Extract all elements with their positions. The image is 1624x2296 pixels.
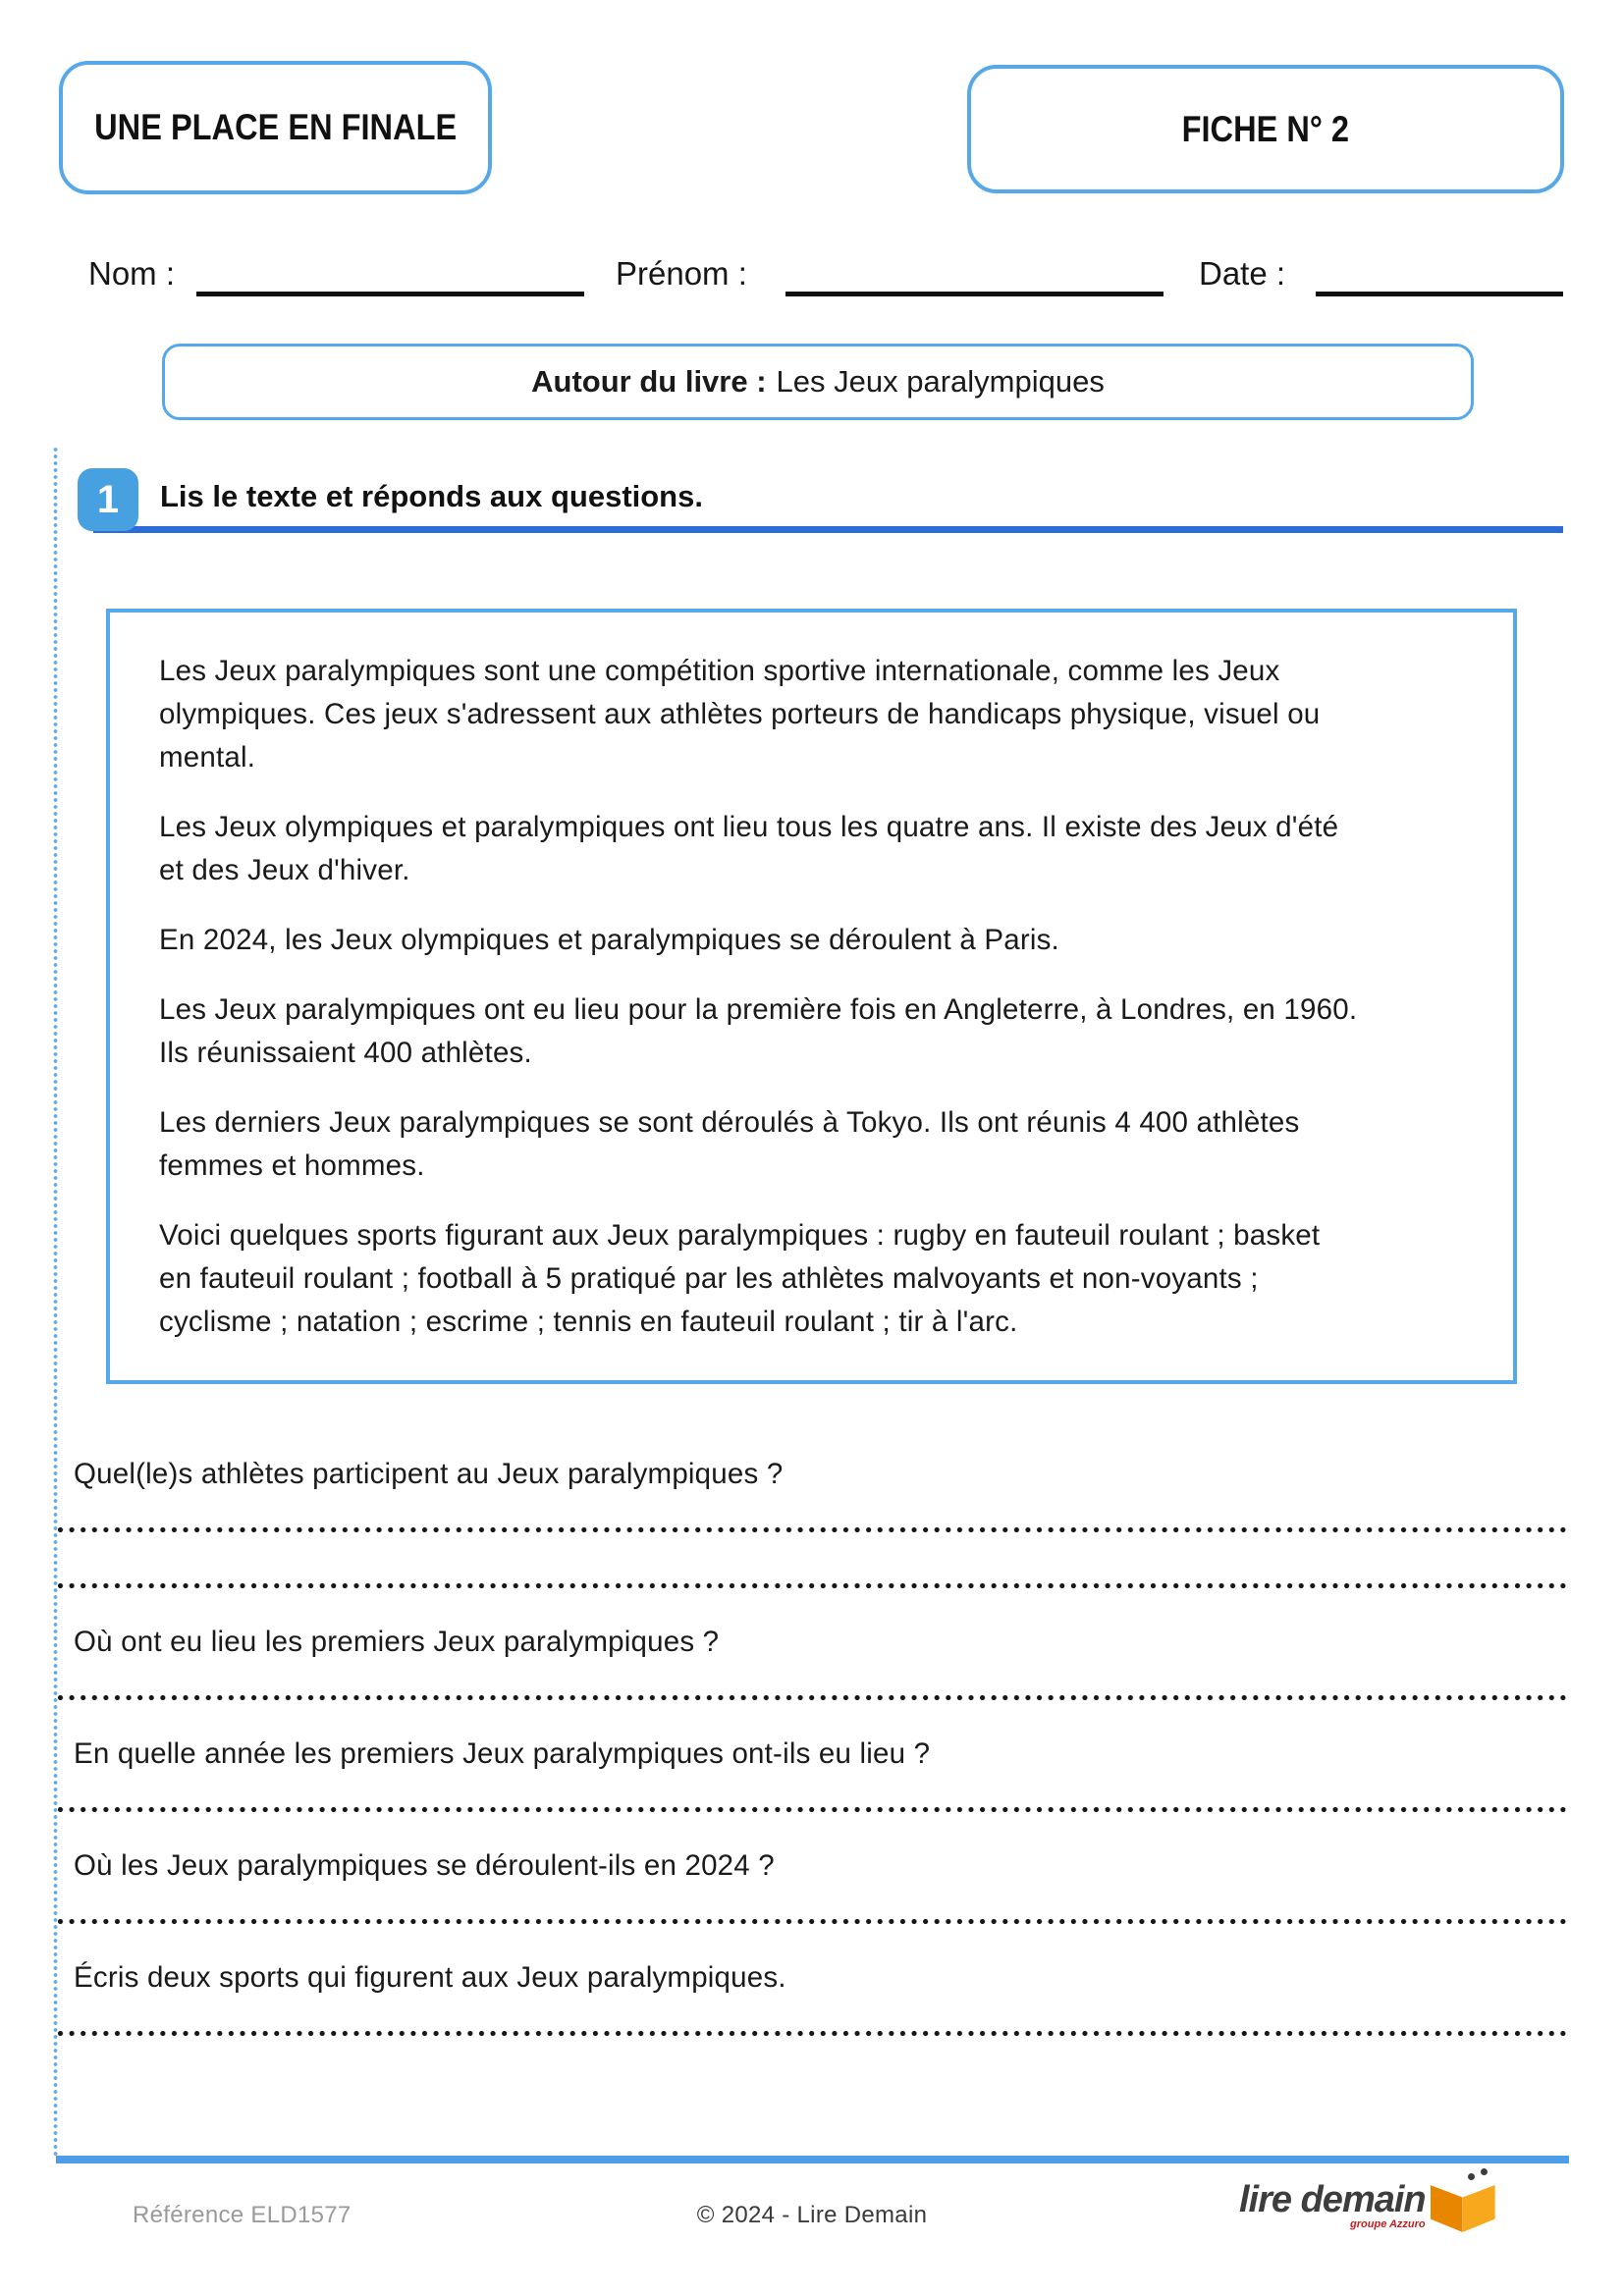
answer-row xyxy=(57,1782,1571,1838)
question-text: En quelle année les premiers Jeux paralympiques ont-ils eu lieu ? xyxy=(74,1736,931,1770)
paragraph-line: Ils réunissaient 400 athlètes. xyxy=(159,1037,532,1069)
worksheet-title: UNE PLACE EN FINALE xyxy=(93,107,458,147)
answer-row xyxy=(57,2005,1571,2061)
reading-text xyxy=(159,650,1478,1344)
prenom-blank-line xyxy=(785,292,1164,296)
answer-dotted-line xyxy=(57,1694,1571,1701)
answer-row xyxy=(57,1894,1571,1949)
paragraph xyxy=(159,919,1478,962)
fiche-number-box xyxy=(967,65,1564,193)
question-text: Quel(le)s athlètes participent au Jeux paralympiques ? xyxy=(74,1457,784,1490)
paragraph-line: Les Jeux paralympiques sont une compétition sportive internationale, comme les Jeux xyxy=(159,655,1280,687)
reading-text-box xyxy=(106,609,1517,1384)
paragraph xyxy=(159,806,1478,892)
logo-wordmark: lire demain xyxy=(1239,2179,1426,2220)
questions xyxy=(57,1446,1571,2061)
paragraph-line: Les Jeux olympiques et paralympiques ont lieu tous les quatre ans. Il existe des Jeux d'été xyxy=(159,811,1339,843)
paragraph xyxy=(159,988,1478,1075)
nom-label: Nom : xyxy=(88,255,176,292)
book-banner-bold-label: Autour du livre : xyxy=(531,364,767,399)
copyright-text: © 2024 - Lire Demain xyxy=(696,2202,928,2228)
answer-dotted-line xyxy=(57,1526,1571,1533)
reference-text: Référence ELD1577 xyxy=(133,2202,352,2228)
book-banner xyxy=(162,344,1474,420)
answer-dotted-line xyxy=(57,1582,1571,1589)
question-text: Où ont eu lieu les premiers Jeux paralympiques ? xyxy=(74,1625,720,1658)
paragraph-line: Les derniers Jeux paralympiques se sont déroulés à Tokyo. Ils ont réunis 4 400 athlètes xyxy=(159,1106,1300,1139)
answer-dotted-line xyxy=(57,2030,1571,2037)
date-blank-line xyxy=(1316,292,1563,296)
paragraph-line: en fauteuil roulant ; football à 5 pratiqué par les athlètes malvoyants et non-voyants ; xyxy=(159,1262,1259,1295)
lire-demain-logo xyxy=(1239,2179,1495,2238)
exercise-instruction: Lis le texte et réponds aux questions. xyxy=(160,479,703,513)
logo-group-subtext: groupe Azzuro xyxy=(1350,2218,1426,2230)
paragraph-line: Les Jeux paralympiques ont eu lieu pour la première fois en Angleterre, à Londres, en 1960. xyxy=(159,993,1358,1026)
paragraph-line: et des Jeux d'hiver. xyxy=(159,854,410,886)
date-label: Date : xyxy=(1199,255,1286,292)
footer-rule xyxy=(56,2156,1569,2163)
paragraph-line: cyclisme ; natation ; escrime ; tennis en fauteuil roulant ; tir à l'arc. xyxy=(159,1306,1018,1338)
exercise-number-badge xyxy=(78,468,138,531)
question-text: Écris deux sports qui figurent aux Jeux paralympiques. xyxy=(74,1960,786,1994)
fiche-number: FICHE N° 2 xyxy=(1181,108,1350,149)
book-banner-book-title: Les Jeux paralympiques xyxy=(776,364,1105,399)
answer-row xyxy=(57,1670,1571,1726)
open-book-icon xyxy=(1431,2173,1495,2238)
paragraph xyxy=(159,1214,1478,1344)
prenom-label: Prénom : xyxy=(616,255,747,292)
exercise-number: 1 xyxy=(96,477,120,521)
answer-dotted-line xyxy=(57,1806,1571,1813)
nom-blank-line xyxy=(196,292,584,296)
answer-row xyxy=(57,1502,1571,1558)
paragraph-line: Voici quelques sports figurant aux Jeux paralympiques : rugby en fauteuil roulant ; basket xyxy=(159,1219,1321,1252)
paragraph xyxy=(159,1101,1478,1188)
paragraph-line: mental. xyxy=(159,741,256,774)
paragraph-line: olympiques. Ces jeux s'adressent aux athlètes porteurs de handicaps physique, visuel ou xyxy=(159,698,1321,730)
worksheet-title-box xyxy=(59,61,492,194)
answer-row xyxy=(57,1558,1571,1614)
paragraph-line: femmes et hommes. xyxy=(159,1149,425,1182)
answer-dotted-line xyxy=(57,1918,1571,1925)
exercise-header-rule xyxy=(93,526,1563,533)
paragraph xyxy=(159,650,1478,779)
question-text: Où les Jeux paralympiques se déroulent-ils en 2024 ? xyxy=(74,1848,775,1882)
paragraph-line: En 2024, les Jeux olympiques et paralympiques se déroulent à Paris. xyxy=(159,924,1059,956)
